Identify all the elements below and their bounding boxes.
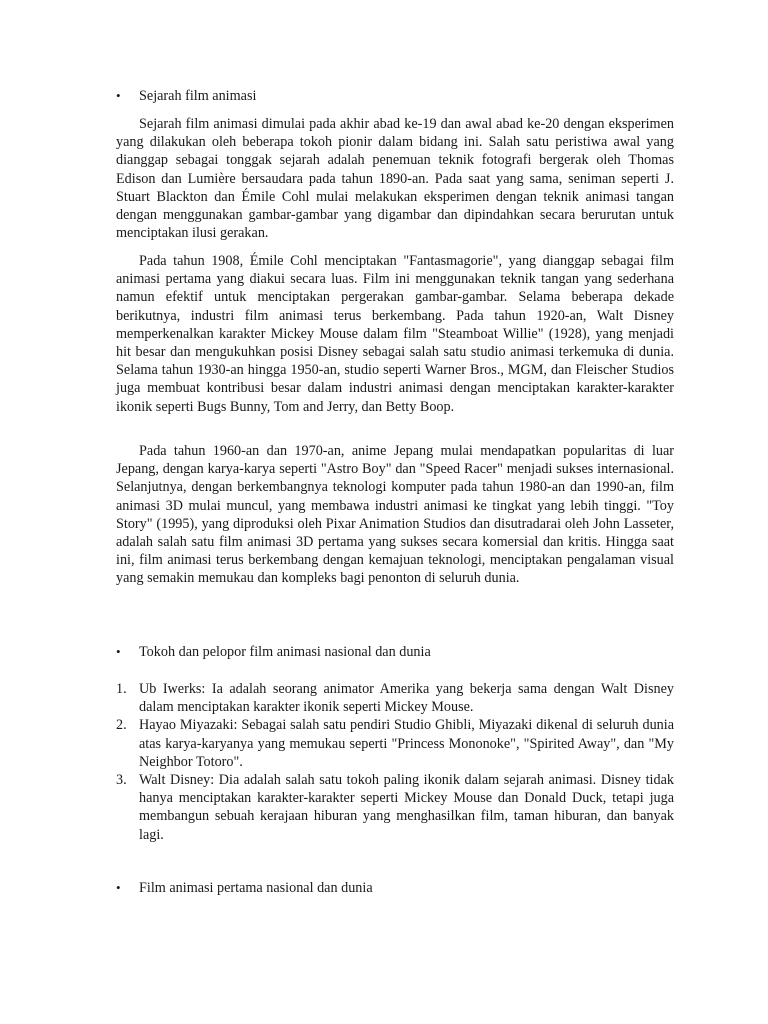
list-item	[116, 771, 674, 844]
section-heading-text: Film animasi pertama nasional dan dunia	[139, 880, 373, 896]
section-heading-first-films	[116, 879, 676, 897]
list-number: 2.	[116, 717, 127, 734]
list-number: 3.	[116, 772, 127, 789]
bullet-icon: •	[116, 88, 121, 103]
bullet-icon: •	[116, 880, 121, 895]
list-item-text: Ub Iwerks: Ia adalah seorang animator Amerika yang bekerja sama dengan Walt Disney dalam menciptakan karakter ikonik seperti Mickey Mouse.	[139, 681, 674, 716]
section-heading-text: Tokoh dan pelopor film animasi nasional dan dunia	[139, 644, 431, 660]
section-heading-history	[116, 87, 676, 105]
section-heading-pioneers	[116, 643, 676, 661]
pioneer-list	[116, 680, 674, 844]
bullet-icon: •	[116, 644, 121, 659]
list-item	[116, 716, 674, 771]
list-item-text: Walt Disney: Dia adalah salah satu tokoh paling ikonik dalam sejarah animasi. Disney tidak hanya menciptakan karakter-karakter seperti Mickey Mouse dan Donald Duck, tetapi juga membangun sebuah kerajaan hiburan yang menghasilkan film, taman hiburan, dan banyak lagi.	[139, 772, 674, 843]
list-item	[116, 680, 674, 716]
list-number: 1.	[116, 681, 127, 697]
paragraph: Pada tahun 1960-an dan 1970-an, anime Jepang mulai mendapatkan popularitas di luar Jepang, dengan karya-karya seperti "Astro Boy" dan "Speed Racer" menjadi sukses internasional. Selanjutnya, dengan berkembangnya teknologi komputer pada tahun 1980-an dan 1990-an, film animasi 3D mulai muncul, yang membawa industri animasi ke tingkat yang lebih tinggi. "Toy Story" (1995), yang diproduksi oleh Pixar Animation Studios dan disutradarai oleh John Lasseter, adalah salah satu film animasi 3D pertama yang sukses secara komersial dan kritis. Hingga saat ini, film animasi terus berkembang dengan kemajuan teknologi, menciptakan pengalaman visual yang semakin memukau dan kompleks bagi penonton di seluruh dunia.	[116, 443, 674, 587]
section-heading-text: Sejarah film animasi	[139, 88, 257, 104]
paragraph: Sejarah film animasi dimulai pada akhir abad ke-19 dan awal abad ke-20 dengan eksperimen yang dilakukan oleh beberapa tokoh pionir dalam bidang ini. Salah satu peristiwa awal yang dianggap sebagai tonggak sejarah adalah penemuan teknik fotografi bergerak oleh Thomas Edison dan Lumière bersaudara pada tahun 1890-an. Pada saat yang sama, seniman seperti J. Stuart Blackton dan Émile Cohl mulai melakukan eksperimen dengan teknik animasi tangan dengan menggunakan gambar-gambar yang digambar dan dipindahkan secara berurutan untuk menciptakan ilusi gerakan.	[116, 116, 674, 242]
paragraph: Pada tahun 1908, Émile Cohl menciptakan "Fantasmagorie", yang dianggap sebagai film animasi pertama yang diakui secara luas. Film ini menggunakan teknik tangan yang sederhana namun efektif untuk menciptakan pergerakan gambar-gambar. Selama beberapa dekade berikutnya, industri film animasi terus berkembang. Pada tahun 1920-an, Walt Disney memperkenalkan karakter Mickey Mouse dalam film "Steamboat Willie" (1928), yang menjadi hit besar dan mengukuhkan posisi Disney sebagai salah satu studio animasi terkemuka di dunia. Selama tahun 1930-an hingga 1950-an, studio seperti Warner Bros., MGM, dan Fleischer Studios juga membuat kontribusi besar dalam industri animasi dengan menciptakan karakter-karakter ikonik seperti Bugs Bunny, Tom and Jerry, dan Betty Boop.	[116, 253, 674, 415]
list-item-text: Hayao Miyazaki: Sebagai salah satu pendiri Studio Ghibli, Miyazaki dikenal di seluruh dunia atas karya-karyanya yang memukau seperti "Princess Mononoke", "Spirited Away", dan "My Neighbor Totoro".	[139, 717, 674, 770]
